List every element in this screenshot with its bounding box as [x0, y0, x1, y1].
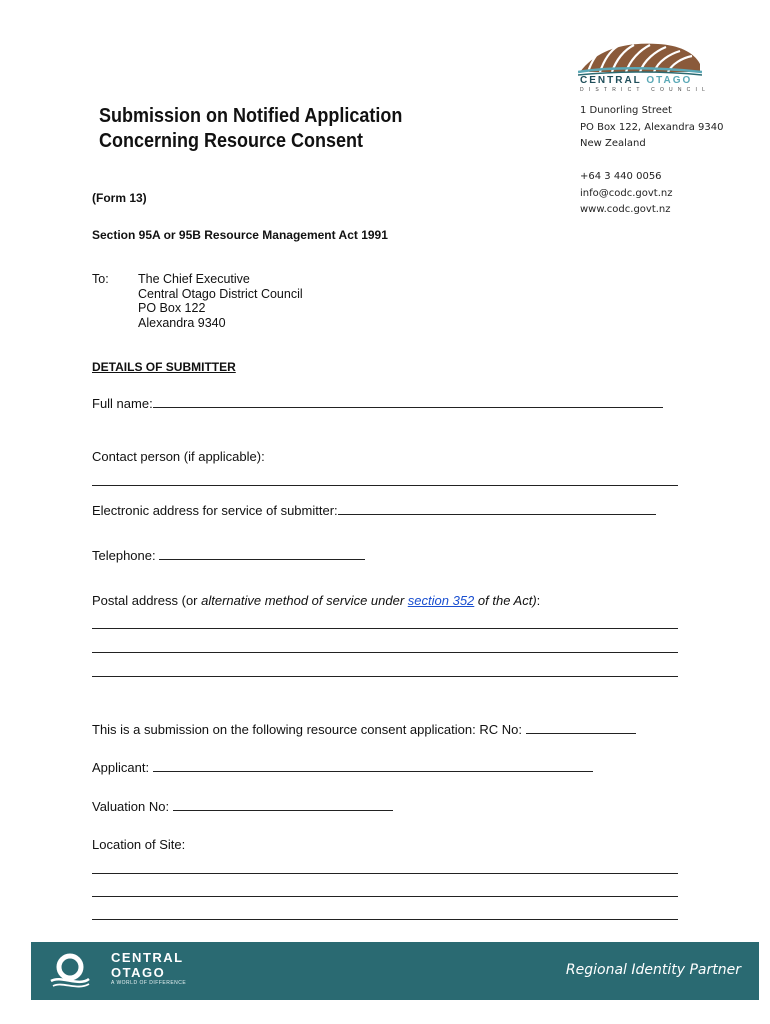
recipient-line-3: PO Box 122 — [138, 301, 206, 315]
location-line-2[interactable] — [92, 896, 678, 897]
email-address: info@codc.govt.nz — [580, 188, 673, 199]
address-line-1: 1 Dunorling Street — [580, 105, 672, 116]
valuation-label: Valuation No: — [92, 799, 170, 814]
telephone-field[interactable] — [92, 548, 365, 563]
title-line-2: Concerning Resource Consent — [99, 130, 364, 152]
contact-person-label: Contact person (if applicable): — [92, 449, 265, 464]
submission-on-label: This is a submission on the following resource consent application: RC No: — [92, 722, 522, 737]
postal-address-line-1[interactable] — [92, 628, 678, 629]
electronic-address-input-line[interactable] — [338, 504, 656, 515]
rc-number-field[interactable] — [92, 722, 636, 737]
full-name-field[interactable] — [92, 396, 663, 411]
electronic-address-field[interactable] — [92, 503, 656, 518]
applicant-field[interactable] — [92, 760, 593, 775]
website: www.codc.govt.nz — [580, 204, 671, 215]
applicant-input-line[interactable] — [153, 761, 593, 772]
to-label: To: — [92, 272, 109, 286]
postal-address-line-2[interactable] — [92, 652, 678, 653]
regional-identity-partner: Regional Identity Partner — [565, 962, 741, 978]
valuation-field[interactable] — [92, 799, 393, 814]
recipient-block — [138, 272, 303, 330]
full-name-input-line[interactable] — [153, 397, 663, 408]
address-line-3: New Zealand — [580, 138, 646, 149]
phone-number: +64 3 440 0056 — [580, 171, 662, 182]
form-number: (Form 13) — [92, 191, 147, 205]
address-line-2: PO Box 122, Alexandra 9340 — [580, 122, 724, 133]
details-heading: DETAILS OF SUBMITTER — [92, 360, 236, 374]
telephone-input-line[interactable] — [159, 549, 365, 560]
title-line-1: Submission on Notified Application — [99, 105, 403, 127]
hills-logo-icon — [578, 42, 702, 76]
recipient-line-4: Alexandra 9340 — [138, 315, 226, 330]
rc-number-input-line[interactable] — [526, 723, 636, 734]
location-line-3[interactable] — [92, 919, 678, 920]
footer-tagline: A WORLD OF DIFFERENCE — [111, 980, 187, 986]
postal-address-label: Postal address (or alternative method of service under section 352 of the Act): — [92, 593, 541, 608]
location-label: Location of Site: — [92, 837, 186, 852]
applicant-label: Applicant: — [92, 760, 150, 775]
logo-subtitle: DISTRICT COUNCIL — [580, 87, 711, 93]
page-title — [99, 104, 495, 154]
council-logo — [578, 42, 711, 98]
central-otago-swirl-icon — [49, 951, 91, 991]
valuation-input-line[interactable] — [173, 800, 393, 811]
footer-brand: CENTRAL OTAGO — [111, 950, 184, 980]
electronic-address-label: Electronic address for service of submitter: — [92, 503, 338, 518]
location-line-1[interactable] — [92, 873, 678, 874]
recipient-line-1: The Chief Executive — [138, 272, 250, 286]
section-352-link[interactable]: section 352 — [407, 593, 475, 608]
section-heading: Section 95A or 95B Resource Management Act 1991 — [92, 228, 388, 242]
footer-banner — [31, 942, 759, 1000]
full-name-label: Full name: — [92, 396, 153, 411]
postal-address-line-3[interactable] — [92, 676, 678, 677]
logo-name: CENTRAL OTAGO — [580, 75, 693, 86]
contact-person-input-line[interactable] — [92, 485, 678, 486]
recipient-line-2: Central Otago District Council — [138, 286, 303, 301]
telephone-label: Telephone: — [92, 548, 156, 563]
